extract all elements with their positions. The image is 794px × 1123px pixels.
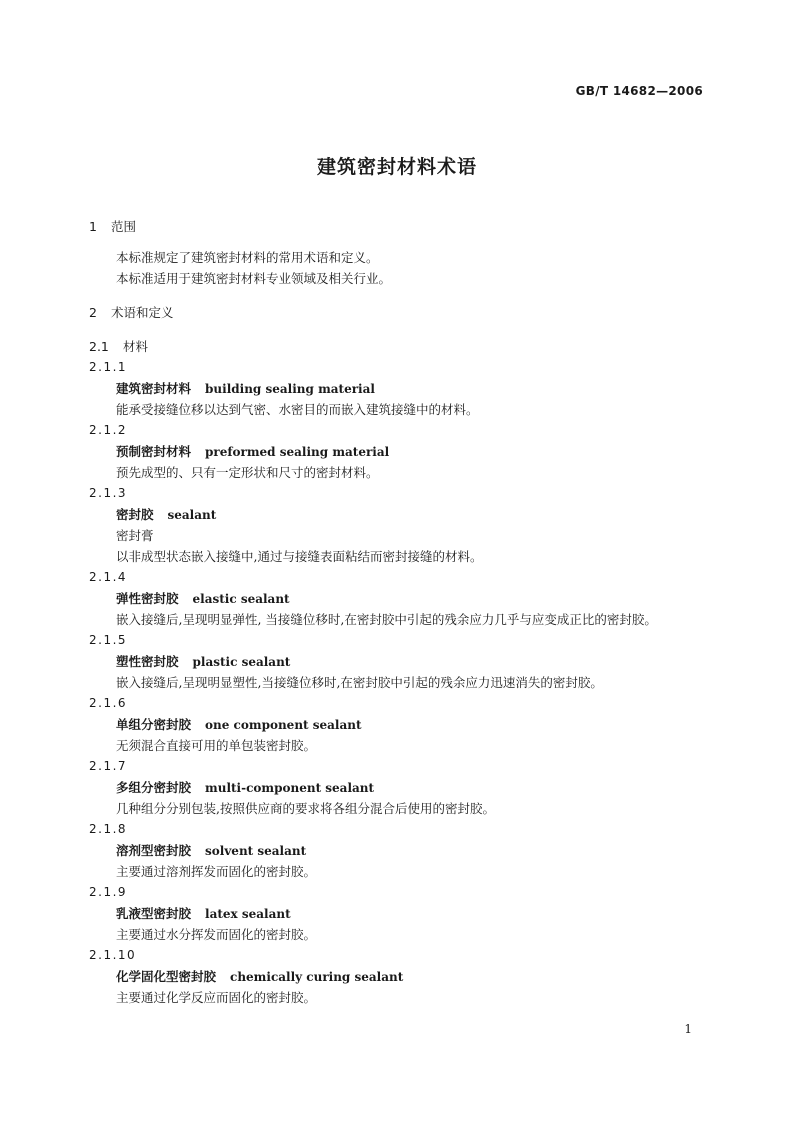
term-heading [89, 441, 707, 462]
section-title: 术语和定义 [111, 305, 174, 320]
term-en: latex sealant [205, 907, 291, 921]
term-entry [89, 420, 707, 483]
term-definition: 以非成型状态嵌入接缝中,通过与接缝表面粘结而密封接缝的材料。 [116, 549, 483, 564]
term-entry [89, 693, 707, 756]
term-number: 2.1.6 [89, 696, 128, 710]
term-en: one component sealant [205, 718, 362, 732]
term-definition: 嵌入接缝后,呈现明显弹性, 当接缝位移时,在密封胶中引起的残余应力几乎与应变成正比的密封胶。 [116, 612, 657, 627]
scope-paragraph: 本标准适用于建筑密封材料专业领域及相关行业。 [116, 271, 392, 286]
term-en: plastic sealant [192, 655, 291, 669]
term-en: elastic sealant [192, 592, 290, 606]
term-zh: 化学固化型密封胶 [116, 969, 217, 984]
term-entry [89, 567, 707, 630]
term-number: 2.1.5 [89, 633, 128, 647]
term-heading [89, 840, 707, 861]
term-number: 2.1.10 [89, 948, 137, 962]
term-number: 2.1.4 [89, 570, 128, 584]
page-number: 1 [684, 1022, 692, 1036]
scope-paragraph: 本标准规定了建筑密封材料的常用术语和定义。 [116, 250, 379, 265]
term-zh: 溶剂型密封胶 [116, 843, 192, 858]
term-heading [89, 903, 707, 924]
term-heading [89, 504, 707, 525]
term-zh: 弹性密封胶 [116, 591, 179, 606]
term-number: 2.1.8 [89, 822, 128, 836]
term-number: 2.1.1 [89, 360, 128, 374]
term-number: 2.1.9 [89, 885, 128, 899]
term-definition: 能承受接缝位移以达到气密、水密目的而嵌入建筑接缝中的材料。 [116, 402, 479, 417]
term-zh: 预制密封材料 [116, 444, 192, 459]
section-title: 范围 [111, 219, 137, 234]
term-heading [89, 378, 707, 399]
term-entry [89, 882, 707, 945]
term-zh: 多组分密封胶 [116, 780, 192, 795]
term-definition: 主要通过溶剂挥发而固化的密封胶。 [116, 864, 317, 879]
term-zh: 单组分密封胶 [116, 717, 192, 732]
term-heading [89, 651, 707, 672]
term-definition: 主要通过水分挥发而固化的密封胶。 [116, 927, 317, 942]
term-definition: 主要通过化学反应而固化的密封胶。 [116, 990, 317, 1005]
term-entry [89, 819, 707, 882]
term-number: 2.1.2 [89, 423, 128, 437]
subsection-materials-heading [89, 336, 707, 357]
term-entry [89, 756, 707, 819]
subsection-title: 材料 [123, 339, 149, 354]
term-entry [89, 483, 707, 567]
section-number: 2 [89, 305, 97, 320]
term-number: 2.1.7 [89, 759, 128, 773]
section-terms-heading [89, 302, 707, 323]
subsection-number: 2.1 [89, 339, 109, 354]
term-zh: 塑性密封胶 [116, 654, 179, 669]
term-heading [89, 777, 707, 798]
term-entry [89, 945, 707, 1008]
section-scope-heading [89, 216, 707, 237]
term-definition: 几种组分分别包装,按照供应商的要求将各组分混合后使用的密封胶。 [116, 801, 495, 816]
term-definition: 嵌入接缝后,呈现明显塑性,当接缝位移时,在密封胶中引起的残余应力迅速消失的密封胶。 [116, 675, 603, 690]
term-heading [89, 714, 707, 735]
term-number: 2.1.3 [89, 486, 128, 500]
section-number: 1 [89, 219, 97, 234]
standard-number: GB/T 14682—2006 [575, 84, 703, 98]
document-title: 建筑密封材料术语 [316, 156, 477, 178]
term-entry [89, 630, 707, 693]
term-en: chemically curing sealant [230, 970, 404, 984]
term-zh: 密封胶 [116, 507, 154, 522]
term-en: sealant [167, 508, 217, 522]
term-en: building sealing material [205, 382, 375, 396]
term-en: solvent sealant [205, 844, 307, 858]
term-definition: 预先成型的、只有一定形状和尺寸的密封材料。 [116, 465, 379, 480]
term-zh: 建筑密封材料 [116, 381, 192, 396]
term-synonym: 密封膏 [116, 528, 154, 543]
term-zh: 乳液型密封胶 [116, 906, 192, 921]
term-heading [89, 588, 707, 609]
term-en: multi-component sealant [205, 781, 375, 795]
document-body [89, 216, 707, 1008]
term-entry [89, 357, 707, 420]
term-heading [89, 966, 707, 987]
term-definition: 无须混合直接可用的单包装密封胶。 [116, 738, 317, 753]
term-en: preformed sealing material [205, 445, 390, 459]
